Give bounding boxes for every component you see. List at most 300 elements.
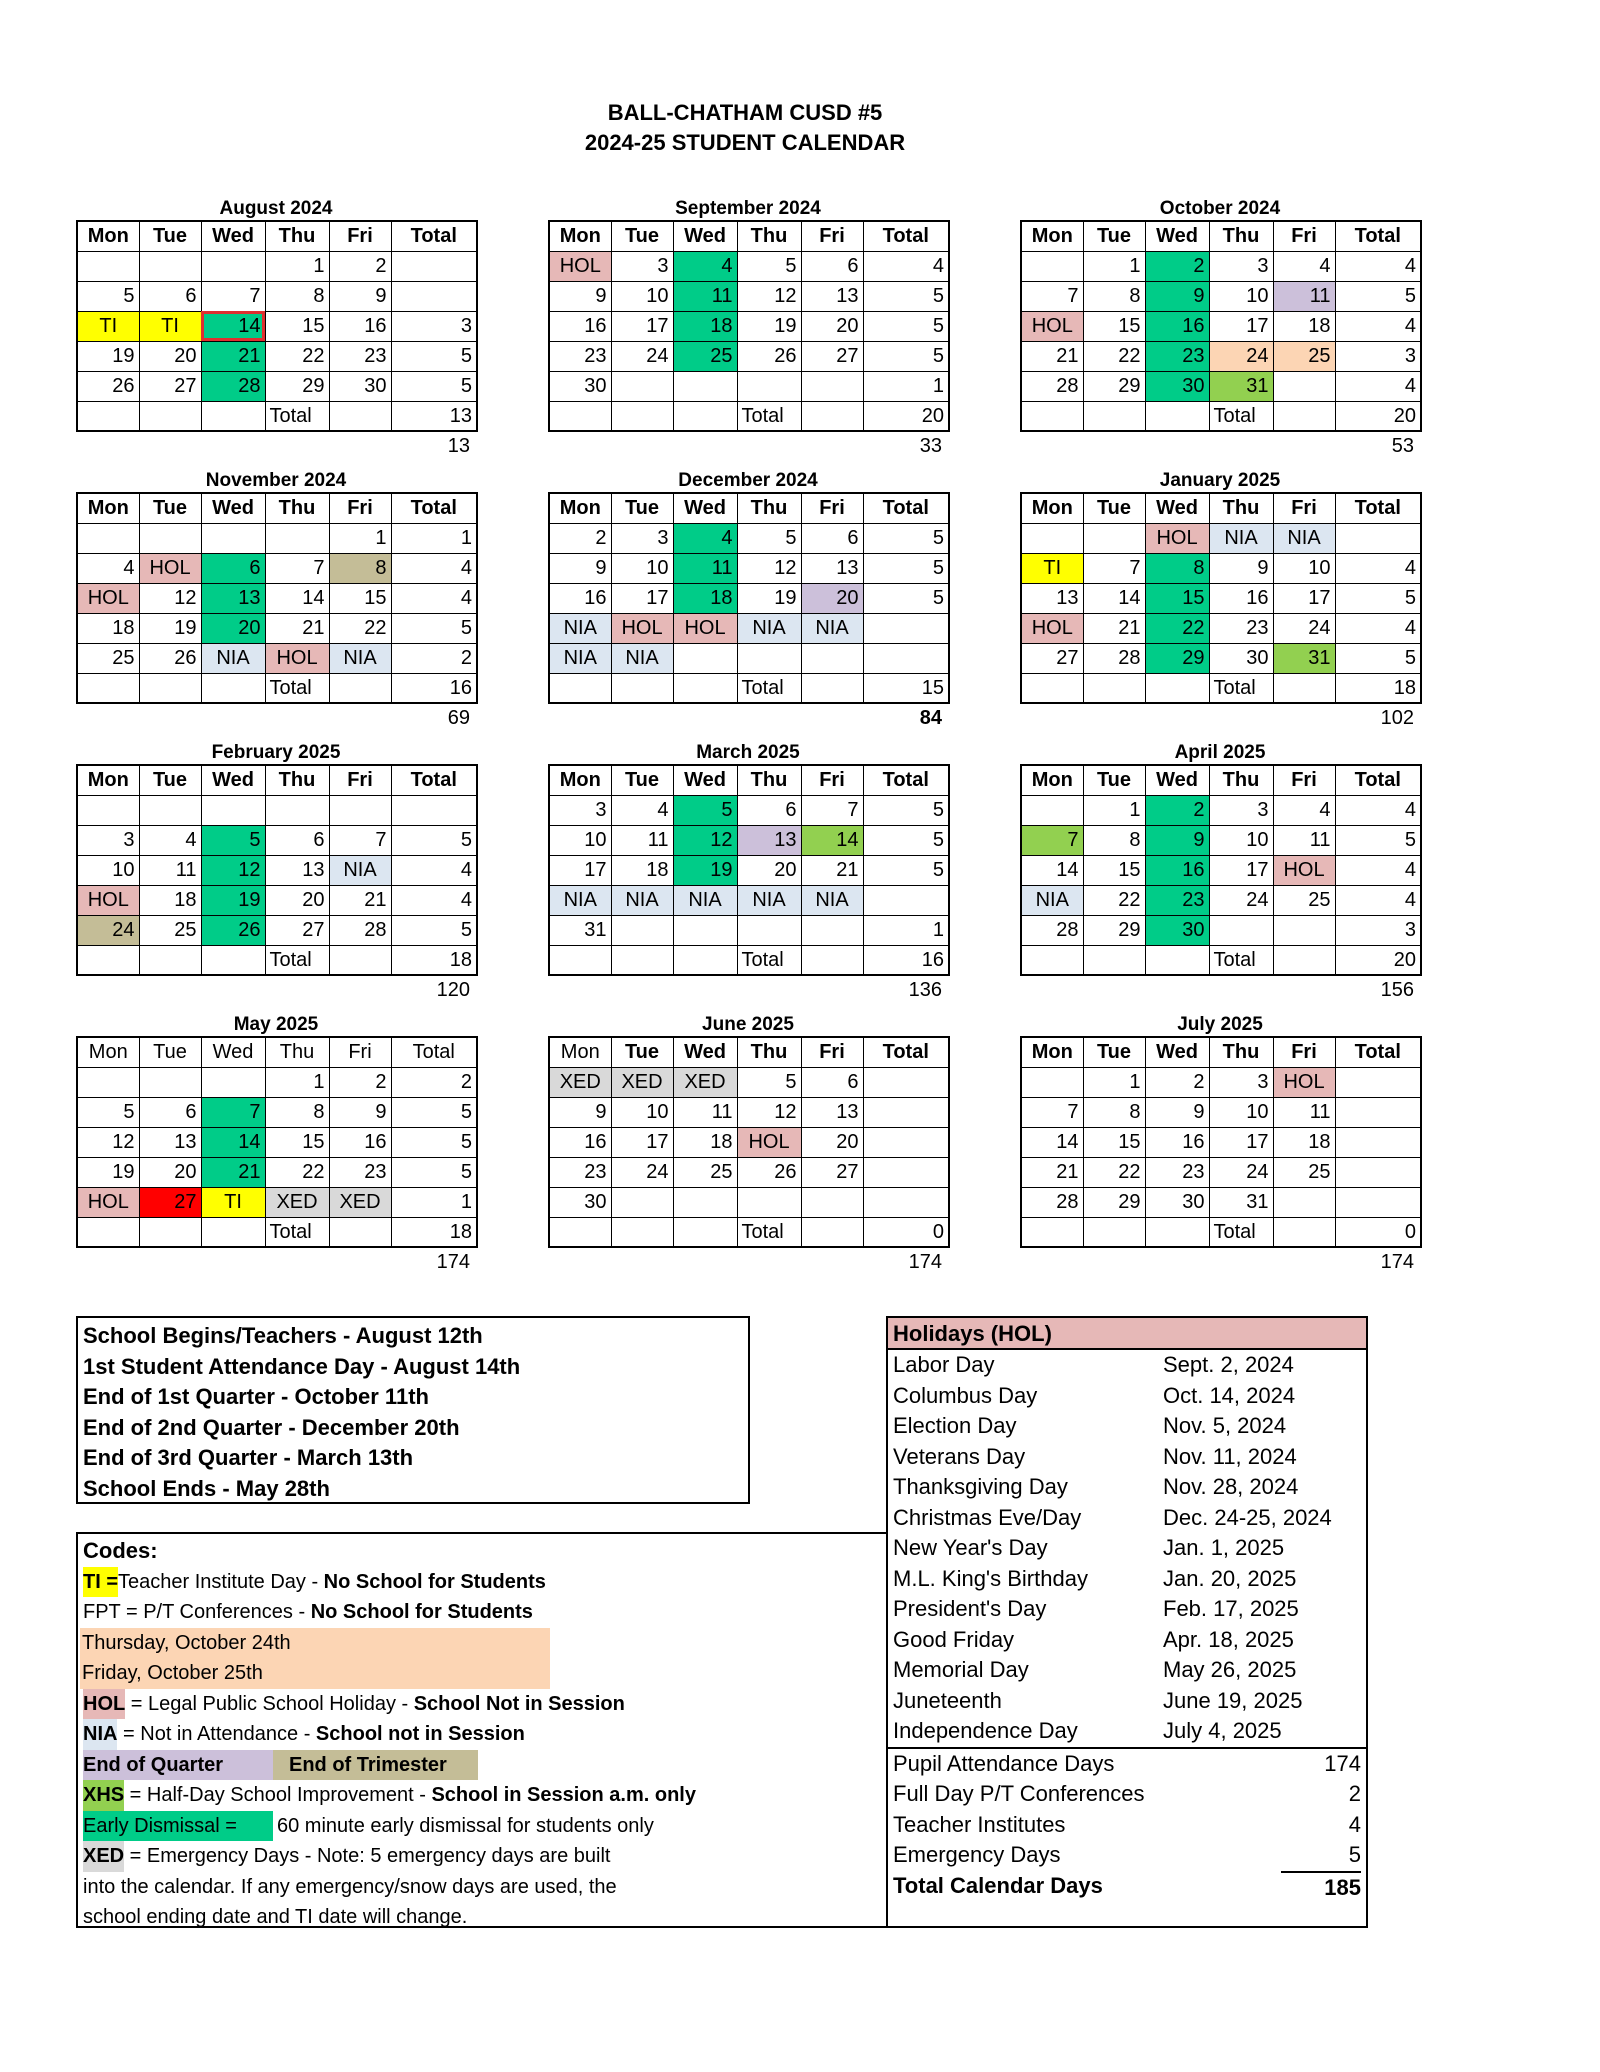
empty-cell [1273, 401, 1335, 431]
day-cell: 7 [265, 553, 329, 583]
week-row [1021, 855, 1421, 885]
empty-cell [201, 1217, 265, 1247]
day-cell: 25 [1273, 341, 1335, 371]
week-total: 1 [863, 371, 949, 401]
empty-cell [549, 1217, 611, 1247]
week-row [1021, 341, 1421, 371]
weekday-header: Thu [1209, 221, 1273, 251]
day-cell: 16 [329, 1127, 391, 1157]
empty-cell [1083, 673, 1145, 703]
weekday-header: Tue [139, 765, 201, 795]
day-cell: 2 [1145, 251, 1209, 281]
day-cell: 23 [1209, 613, 1273, 643]
holiday-name: Labor Day [893, 1352, 995, 1377]
codes-legend [76, 1532, 888, 1928]
month-total: 20 [863, 401, 949, 431]
day-cell: 11 [139, 855, 201, 885]
nia-swatch: NIA [83, 1719, 117, 1750]
day-cell: 31 [1209, 371, 1273, 401]
day-cell: 18 [77, 613, 139, 643]
month-total-row [77, 1217, 477, 1247]
day-cell: 29 [265, 371, 329, 401]
day-cell: 25 [1273, 885, 1335, 915]
day-cell: NIA [549, 643, 611, 673]
weekday-header: Mon [549, 221, 611, 251]
week-total: 1 [863, 915, 949, 945]
day-cell: 7 [1083, 553, 1145, 583]
empty-cell [611, 673, 673, 703]
day-cell: 7 [1021, 281, 1083, 311]
week-row [549, 251, 949, 281]
day-cell: TI [77, 311, 139, 341]
day-cell: NIA [1273, 523, 1335, 553]
empty-cell [673, 945, 737, 975]
day-cell: 29 [1083, 915, 1145, 945]
holiday-date: Sept. 2, 2024 [1163, 1352, 1294, 1377]
day-cell: 13 [737, 825, 801, 855]
fpt-date: Thursday, October 24th [80, 1628, 550, 1659]
day-cell: 27 [139, 1187, 201, 1217]
weekday-header: Mon [77, 221, 139, 251]
cumulative-total: 102 [1380, 707, 1414, 729]
week-row [1021, 523, 1421, 553]
day-cell: 6 [139, 1097, 201, 1127]
empty-cell [673, 673, 737, 703]
empty-cell [801, 1217, 863, 1247]
empty-cell [1273, 1217, 1335, 1247]
day-cell: 10 [77, 855, 139, 885]
day-cell [611, 915, 673, 945]
weekday-header: Thu [1209, 1037, 1273, 1067]
day-cell: 4 [673, 251, 737, 281]
week-total: 5 [391, 1097, 477, 1127]
day-cell: 12 [737, 553, 801, 583]
day-cell: 4 [77, 553, 139, 583]
day-cell: 10 [1209, 281, 1273, 311]
day-cell: 28 [1021, 1187, 1083, 1217]
week-total [863, 885, 949, 915]
day-cell: 22 [1145, 613, 1209, 643]
month-total: 18 [391, 1217, 477, 1247]
cumulative-total: 136 [908, 979, 942, 1001]
weekday-header: Wed [673, 765, 737, 795]
empty-cell [801, 945, 863, 975]
weekday-header: Tue [1083, 1037, 1145, 1067]
legend-xed [83, 1841, 883, 1872]
weekday-header: Total [391, 493, 477, 523]
week-total: 4 [1335, 553, 1421, 583]
holiday-row [888, 1625, 1366, 1656]
xhs-desc: = Half-Day School Improvement - [124, 1784, 432, 1806]
day-cell: 27 [1021, 643, 1083, 673]
weekday-header: Tue [139, 1037, 201, 1067]
month-august-2024 [76, 198, 476, 460]
week-row [1021, 553, 1421, 583]
day-cell: 24 [77, 915, 139, 945]
day-cell: 6 [801, 1067, 863, 1097]
week-row [549, 523, 949, 553]
day-cell: 10 [611, 553, 673, 583]
day-cell: 11 [673, 1097, 737, 1127]
empty-cell [1021, 945, 1083, 975]
day-cell: HOL [1021, 613, 1083, 643]
fpt-note: No School for Students [310, 1601, 533, 1623]
month-september-2024 [548, 198, 948, 460]
day-cell: 10 [549, 825, 611, 855]
week-total: 5 [863, 523, 949, 553]
month-table [1020, 1036, 1422, 1248]
empty-cell [1145, 1217, 1209, 1247]
ti-note: No School for Students [323, 1570, 546, 1593]
week-total: 5 [391, 613, 477, 643]
weekday-header: Thu [1209, 493, 1273, 523]
day-cell [1273, 1187, 1335, 1217]
month-title: February 2025 [211, 742, 341, 763]
day-cell: 8 [1083, 281, 1145, 311]
empty-cell [801, 401, 863, 431]
week-row [77, 1097, 477, 1127]
week-total [1335, 1127, 1421, 1157]
day-cell: 12 [737, 1097, 801, 1127]
total-label: Total [1209, 1217, 1273, 1247]
total-label: Total [1209, 401, 1273, 431]
calendar-header [0, 98, 1490, 158]
day-cell: 6 [737, 795, 801, 825]
nia-desc: = Not in Attendance - [117, 1723, 316, 1745]
weekday-header: Fri [329, 765, 391, 795]
week-row [1021, 885, 1421, 915]
total-label: Total [1209, 673, 1273, 703]
day-cell: 11 [611, 825, 673, 855]
weekday-header: Mon [77, 493, 139, 523]
holiday-name: Christmas Eve/Day [893, 1504, 1082, 1530]
empty-cell [549, 673, 611, 703]
week-total [391, 281, 477, 311]
week-row [549, 915, 949, 945]
month-table [76, 1036, 478, 1248]
day-cell: 19 [201, 885, 265, 915]
summary-label: Teacher Institutes [893, 1811, 1066, 1837]
day-cell: NIA [549, 885, 611, 915]
weekday-header: Wed [1145, 221, 1209, 251]
day-cell: 9 [329, 281, 391, 311]
codes-title: Codes: [83, 1538, 158, 1563]
day-cell: NIA [801, 885, 863, 915]
week-total: 5 [391, 371, 477, 401]
district-title: BALL-CHATHAM CUSD #5 [607, 100, 883, 125]
day-cell: 17 [1209, 311, 1273, 341]
day-cell: 17 [611, 583, 673, 613]
week-row [77, 311, 477, 341]
day-cell: 9 [1145, 281, 1209, 311]
day-cell: 21 [801, 855, 863, 885]
weekday-header: Thu [737, 493, 801, 523]
day-cell [139, 523, 201, 553]
weekday-header: Mon [77, 765, 139, 795]
weekday-header: Thu [265, 221, 329, 251]
weekday-header: Total [1335, 1037, 1421, 1067]
day-cell: 4 [1273, 795, 1335, 825]
legend-nia [83, 1719, 883, 1750]
day-cell: 13 [1021, 583, 1083, 613]
weekday-header: Fri [801, 493, 863, 523]
day-cell: 21 [1021, 1157, 1083, 1187]
cumulative-total: 156 [1380, 979, 1414, 1001]
weekday-header: Thu [737, 1037, 801, 1067]
week-row [77, 795, 477, 825]
summary-value: 2 [1348, 1781, 1361, 1806]
key-date: End of 2nd Quarter - December 20th [83, 1414, 460, 1440]
day-cell: XED [329, 1187, 391, 1217]
month-title: April 2025 [1174, 742, 1266, 763]
month-title: November 2024 [205, 470, 347, 491]
holiday-row [888, 1594, 1366, 1625]
total-label: Total [265, 1217, 329, 1247]
summary-label: Full Day P/T Conferences [893, 1781, 1145, 1806]
holiday-row [888, 1503, 1366, 1534]
week-total: 5 [863, 281, 949, 311]
week-total: 2 [391, 643, 477, 673]
fpt-code: FPT = [83, 1601, 144, 1623]
day-cell: 13 [201, 583, 265, 613]
day-cell: 26 [139, 643, 201, 673]
day-cell: 10 [1273, 553, 1335, 583]
day-cell: 24 [1273, 613, 1335, 643]
holiday-row [888, 1564, 1366, 1595]
day-cell: 8 [1083, 825, 1145, 855]
day-cell: HOL [549, 251, 611, 281]
day-cell: 25 [673, 1157, 737, 1187]
month-title: October 2024 [1159, 198, 1281, 219]
day-cell: 5 [737, 1067, 801, 1097]
week-row [549, 795, 949, 825]
day-cell: NIA [1021, 885, 1083, 915]
day-cell: 15 [1083, 311, 1145, 341]
xhs-note: School in Session a.m. only [431, 1784, 696, 1806]
month-november-2024 [76, 470, 476, 732]
day-cell: 1 [329, 523, 391, 553]
holidays-panel [886, 1316, 1368, 1928]
day-cell: 9 [1145, 825, 1209, 855]
day-cell: 23 [329, 341, 391, 371]
weekday-header: Total [1335, 221, 1421, 251]
day-cell: 31 [1273, 643, 1335, 673]
summary-row [888, 1840, 1366, 1871]
day-cell: 21 [201, 1157, 265, 1187]
month-table [76, 220, 478, 432]
day-cell: 25 [1273, 1157, 1335, 1187]
week-total: 5 [1335, 281, 1421, 311]
month-title: December 2024 [678, 470, 818, 491]
month-title: June 2025 [702, 1014, 794, 1035]
month-total-row [1021, 673, 1421, 703]
day-cell: 30 [1209, 643, 1273, 673]
month-table [548, 492, 950, 704]
week-total: 3 [391, 311, 477, 341]
week-row [549, 613, 949, 643]
month-april-2025 [1020, 742, 1420, 1004]
week-total [1335, 1097, 1421, 1127]
empty-cell [77, 945, 139, 975]
xed-desc: = Emergency Days - Note: 5 emergency days are built [124, 1845, 611, 1867]
day-cell: 1 [1083, 1067, 1145, 1097]
day-cell: HOL [265, 643, 329, 673]
holiday-date: Nov. 28, 2024 [1163, 1474, 1299, 1499]
month-december-2024 [548, 470, 948, 732]
day-cell: 8 [1145, 553, 1209, 583]
week-total: 5 [391, 1127, 477, 1157]
week-row [77, 643, 477, 673]
day-cell: 21 [201, 341, 265, 371]
total-label: Total [737, 673, 801, 703]
holiday-date: Feb. 17, 2025 [1163, 1596, 1299, 1621]
summary-value: 185 [1281, 1871, 1361, 1902]
day-cell [1273, 915, 1335, 945]
week-row [77, 281, 477, 311]
day-cell: 21 [1021, 341, 1083, 371]
weekday-header: Tue [1083, 765, 1145, 795]
week-row [77, 613, 477, 643]
day-cell: NIA [329, 855, 391, 885]
week-total [1335, 1157, 1421, 1187]
day-cell [801, 371, 863, 401]
cumulative-total: 174 [1380, 1251, 1414, 1273]
day-cell: 9 [1145, 1097, 1209, 1127]
day-cell: 3 [1209, 251, 1273, 281]
day-cell: 3 [549, 795, 611, 825]
day-cell: 29 [1083, 1187, 1145, 1217]
week-row [1021, 1067, 1421, 1097]
total-label: Total [737, 945, 801, 975]
summary-label: Total Calendar Days [893, 1872, 1103, 1898]
week-row [549, 643, 949, 673]
day-cell: 8 [265, 1097, 329, 1127]
day-cell: 14 [1083, 583, 1145, 613]
day-cell: NIA [201, 643, 265, 673]
weekday-header: Tue [1083, 221, 1145, 251]
day-cell [801, 1187, 863, 1217]
week-row [549, 1067, 949, 1097]
weekday-header: Thu [265, 493, 329, 523]
day-cell: HOL [77, 885, 139, 915]
week-total [863, 613, 949, 643]
summary-row [888, 1871, 1366, 1902]
week-total [1335, 1067, 1421, 1097]
cumulative-total: 69 [447, 707, 470, 729]
day-cell: 13 [801, 553, 863, 583]
holiday-row [888, 1686, 1366, 1717]
day-cell: 14 [801, 825, 863, 855]
week-total: 4 [863, 251, 949, 281]
week-row [1021, 251, 1421, 281]
day-cell: 5 [77, 1097, 139, 1127]
day-cell: 16 [1145, 1127, 1209, 1157]
month-may-2025 [76, 1014, 476, 1276]
day-cell [737, 1187, 801, 1217]
week-total: 5 [1335, 583, 1421, 613]
cumulative-total: 174 [908, 1251, 942, 1273]
day-cell [1273, 371, 1335, 401]
week-row [549, 1097, 949, 1127]
day-cell: 6 [265, 825, 329, 855]
day-cell: 13 [801, 1097, 863, 1127]
week-total: 5 [863, 341, 949, 371]
day-cell: 16 [549, 583, 611, 613]
week-total: 4 [1335, 251, 1421, 281]
weekday-header: Tue [611, 493, 673, 523]
day-cell [673, 371, 737, 401]
week-row [77, 341, 477, 371]
day-cell: XED [611, 1067, 673, 1097]
day-summary [888, 1747, 1366, 1902]
day-cell: TI [201, 1187, 265, 1217]
day-cell: 10 [611, 1097, 673, 1127]
day-cell: 11 [673, 553, 737, 583]
month-total: 18 [1335, 673, 1421, 703]
week-total: 5 [863, 795, 949, 825]
month-total-row [1021, 401, 1421, 431]
day-cell: HOL [611, 613, 673, 643]
month-total: 13 [391, 401, 477, 431]
month-table [548, 764, 950, 976]
day-cell: 20 [139, 341, 201, 371]
day-cell: 20 [737, 855, 801, 885]
summary-value: 5 [1348, 1842, 1361, 1867]
week-total: 4 [1335, 371, 1421, 401]
day-cell: 24 [611, 1157, 673, 1187]
day-cell: 3 [611, 523, 673, 553]
empty-cell [77, 673, 139, 703]
early-dismissal-desc: 60 minute early dismissal for students only [277, 1814, 654, 1837]
day-cell: 22 [265, 341, 329, 371]
day-cell: 1 [265, 251, 329, 281]
week-total: 4 [1335, 795, 1421, 825]
month-title: January 2025 [1159, 470, 1281, 491]
week-total [391, 251, 477, 281]
weekday-header: Thu [737, 221, 801, 251]
day-cell: NIA [737, 613, 801, 643]
day-cell: 17 [611, 1127, 673, 1157]
empty-cell [801, 673, 863, 703]
holiday-date: Nov. 11, 2024 [1163, 1443, 1297, 1469]
day-cell: 1 [1083, 251, 1145, 281]
holiday-date: Oct. 14, 2024 [1163, 1382, 1296, 1408]
day-cell: 2 [549, 523, 611, 553]
day-cell: 2 [329, 1067, 391, 1097]
empty-cell [201, 945, 265, 975]
weekday-header: Tue [611, 1037, 673, 1067]
day-cell: 26 [201, 915, 265, 945]
week-row [1021, 371, 1421, 401]
day-cell: 17 [549, 855, 611, 885]
day-cell [265, 795, 329, 825]
holiday-name: Election Day [893, 1413, 1017, 1438]
key-date: End of 3rd Quarter - March 13th [83, 1445, 414, 1470]
day-cell: 15 [1083, 1127, 1145, 1157]
day-cell: 16 [1145, 855, 1209, 885]
day-cell: 18 [1273, 311, 1335, 341]
week-row [549, 583, 949, 613]
day-cell: 13 [265, 855, 329, 885]
month-total-row [549, 673, 949, 703]
day-cell: HOL [737, 1127, 801, 1157]
week-total: 5 [863, 855, 949, 885]
month-july-2025 [1020, 1014, 1420, 1276]
month-total-row [549, 401, 949, 431]
day-cell: 24 [611, 341, 673, 371]
day-cell [1209, 915, 1273, 945]
holiday-row [888, 1716, 1366, 1747]
